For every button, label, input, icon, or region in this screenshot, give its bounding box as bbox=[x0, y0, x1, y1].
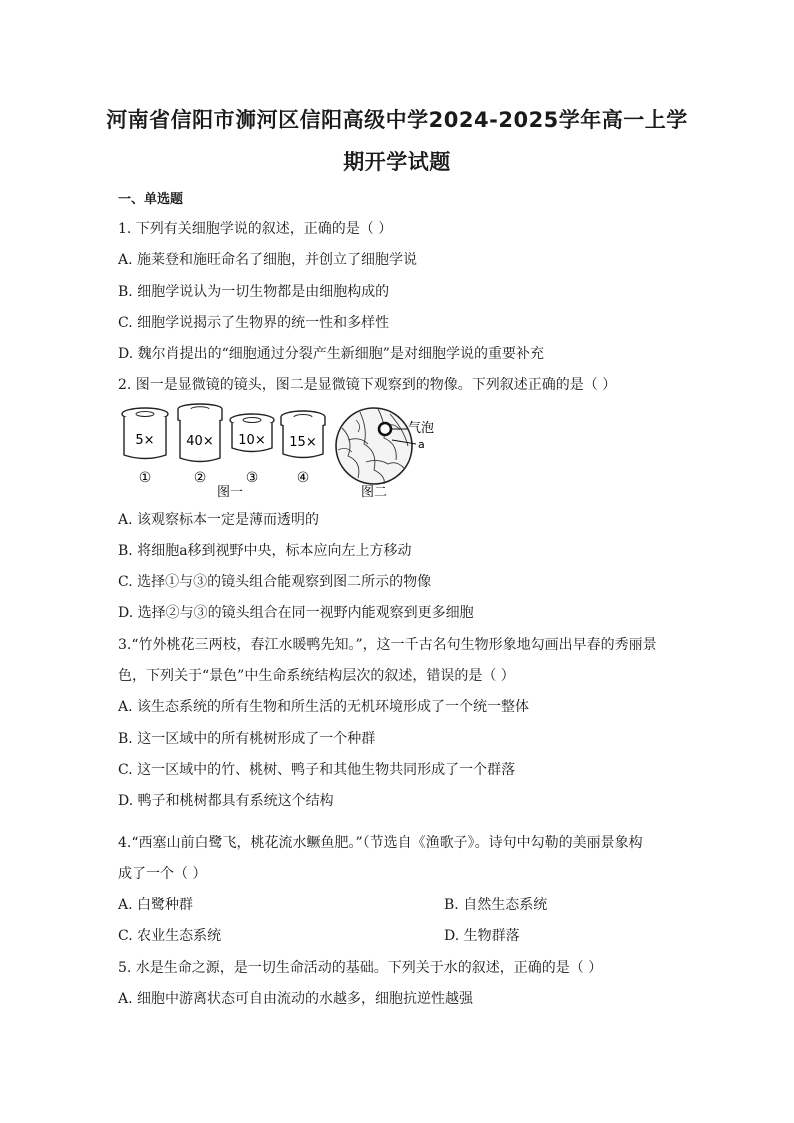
lens-3-mag: 10× bbox=[238, 433, 266, 448]
q5-option-a: A. 细胞中游离状态可自由流动的水越多，细胞抗逆性越强 bbox=[118, 991, 474, 1007]
q4-stem-line1: 4.“西塞山前白鹭飞，桃花流水鳜鱼肥。”（节选自《渔歌子》。诗句中勾勒的美丽景象构 bbox=[118, 835, 643, 851]
q2-option-b: B. 将细胞a移到视野中央，标本应向左上方移动 bbox=[118, 543, 412, 559]
q4-option-b: B. 自然生态系统 bbox=[444, 897, 548, 913]
q3-stem-line1: 3.“竹外桃花三两枝，春江水暖鸭先知。”，这一千古名句生物形象地勾画出早春的秀丽景 bbox=[118, 637, 657, 653]
q2-option-c: C. 选择①与③的镜头组合能观察到图二所示的物像 bbox=[118, 574, 432, 590]
q3-option-a: A. 该生态系统的所有生物和所生活的无机环境形成了一个统一整体 bbox=[118, 699, 530, 715]
lens-2-mag: 40× bbox=[186, 434, 214, 449]
q4-option-a: A. 白鹭种群 bbox=[118, 897, 194, 913]
q3-stem-line2: 色，下列关于“景色”中生命系统结构层次的叙述，错误的是（ ） bbox=[118, 668, 515, 684]
q3-option-c: C. 这一区域中的竹、桃树、鸭子和其他生物共同形成了一个群落 bbox=[118, 762, 516, 778]
q1-option-b: B. 细胞学说认为一切生物都是由细胞构成的 bbox=[118, 284, 390, 300]
exam-title-line2: 期开学试题 bbox=[343, 150, 451, 174]
q1-option-a: A. 施莱登和施旺命名了细胞，并创立了细胞学说 bbox=[118, 252, 418, 268]
lens-2-num: ② bbox=[193, 470, 207, 486]
q4-option-c: C. 农业生态系统 bbox=[118, 928, 222, 944]
fig2-caption: 图二 bbox=[360, 485, 388, 500]
lens-1 bbox=[122, 408, 168, 486]
q1-option-c: C. 细胞学说揭示了生物界的统一性和多样性 bbox=[118, 315, 390, 331]
lens-4 bbox=[281, 411, 325, 486]
q5-stem: 5. 水是生命之源，是一切生命活动的基础。下列关于水的叙述，正确的是（ ） bbox=[118, 960, 603, 976]
section-heading: 一、单选题 bbox=[118, 192, 184, 207]
bubble-label: 气泡 bbox=[408, 421, 435, 436]
lens-2 bbox=[178, 404, 222, 486]
lens-4-mag: 15× bbox=[289, 435, 317, 450]
q2-option-d: D. 选择②与③的镜头组合在同一视野内能观察到更多细胞 bbox=[118, 605, 474, 621]
air-bubble bbox=[379, 423, 391, 435]
q4-stem-line2: 成了一个（ ） bbox=[118, 866, 207, 882]
q2-option-a: A. 该观察标本一定是薄而透明的 bbox=[118, 512, 320, 528]
q2-stem: 2. 图一是显微镜的镜头，图二是显微镜下观察到的物像。下列叙述正确的是（ ） bbox=[118, 377, 617, 393]
lens-1-num: ① bbox=[138, 470, 152, 486]
cell-a-label: a bbox=[418, 438, 425, 451]
field-of-view bbox=[336, 408, 416, 484]
lens-3-num: ③ bbox=[245, 470, 259, 486]
q2-figure bbox=[116, 400, 456, 502]
q3-option-b: B. 这一区域中的所有桃树形成了一个种群 bbox=[118, 731, 376, 747]
q1-stem: 1. 下列有关细胞学说的叙述，正确的是（ ） bbox=[118, 221, 393, 237]
lens-1-mag: 5× bbox=[135, 433, 155, 448]
q1-option-d: D. 魏尔肖提出的“细胞通过分裂产生新细胞”是对细胞学说的重要补充 bbox=[118, 346, 544, 362]
q4-option-d: D. 生物群落 bbox=[444, 928, 520, 944]
lens-3 bbox=[230, 414, 274, 486]
lens-4-num: ④ bbox=[296, 470, 310, 486]
exam-title-line1: 河南省信阳市浉河区信阳高级中学2024-2025学年高一上学 bbox=[106, 108, 688, 132]
q3-option-d: D. 鸭子和桃树都具有系统这个结构 bbox=[118, 793, 334, 809]
fig1-caption: 图一 bbox=[216, 485, 244, 500]
